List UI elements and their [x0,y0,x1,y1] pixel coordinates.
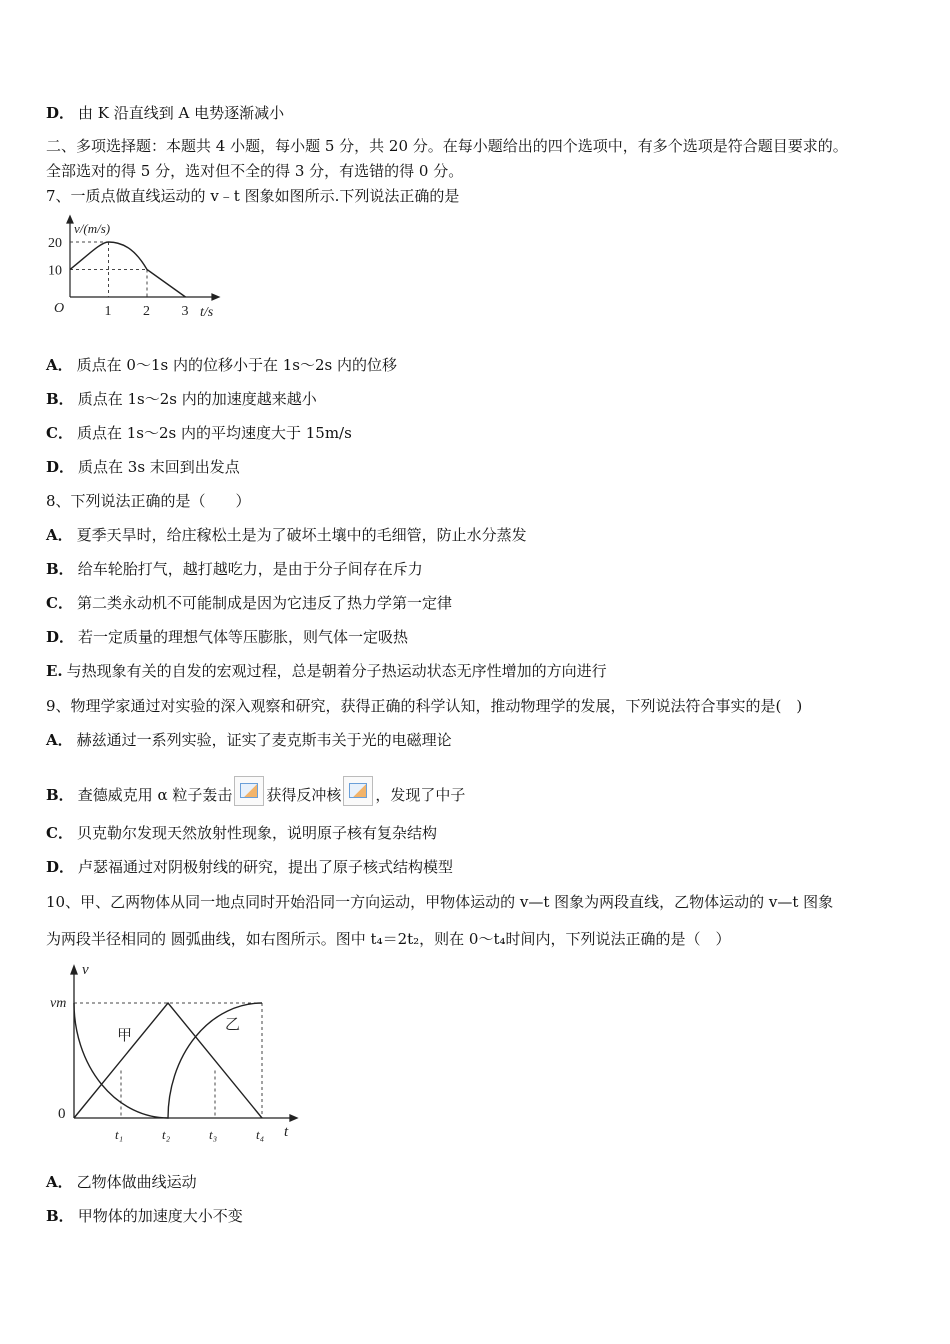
q6-option-d: D． 由 K 沿直线到 A 电势逐渐减小 [46,104,285,122]
q7-y-tick-label: 20 [48,236,62,251]
broken-image-icon [343,776,373,806]
section2-heading-line1: 二、多项选择题：本题共 4 小题，每小题 5 分，共 20 分。在每小题给出的四个选项中，有多个选项是符合题目要求的。 [46,137,848,155]
q8-option-a: A． 夏季天旱时，给庄稼松土是为了破坏土壤中的毛细管，防止水分蒸发 [46,526,527,544]
q10-y-axis-label: v [82,962,89,978]
section2-heading-line2: 全部选对的得 5 分，选对但不全的得 3 分，有选错的得 0 分。 [46,162,464,180]
q10-x-axis-label: t [284,1124,289,1140]
q8-option-c: C． 第二类永动机不可能制成是因为它违反了热力学第一定律 [46,594,452,612]
q10-vmax-label: vm [50,996,67,1011]
q7-origin-label: O [54,301,65,316]
q8-option-b: B． 给车轮胎打气，越打越吃力，是由于分子间存在斥力 [46,560,423,578]
q7-y-tick-label: 10 [48,263,62,279]
q7-velocity-curve [70,242,186,297]
q10-option-a: A． 乙物体做曲线运动 [46,1173,197,1191]
q10-x-tick-label: t₃ [209,1127,218,1142]
q9-stem: 9、物理学家通过对实验的深入观察和研究，获得正确的科学认知，推动物理学的发展，下列说法符合事实的是( ) [46,697,803,715]
q10-x-tick-label: t₂ [162,1127,171,1142]
q10-stem-line1: 10、甲、乙两物体从同一地点同时开始沿同一方向运动，甲物体运动的 v—t 图象为两段直线，乙物体运动的 v—t 图象 [46,893,834,911]
q10-series-label-yi: 乙 [225,1017,241,1033]
q7-option-b: B． 质点在 1s～2s 内的加速度越来越小 [46,390,317,408]
q9-option-b: B． 查德威克用 α 粒子轰击 获得反冲核 ，发现了中子 [46,776,465,806]
q10-origin-label: 0 [58,1106,66,1122]
q9-option-d: D． 卢瑟福通过对阴极射线的研究，提出了原子核式结构模型 [46,858,454,876]
q10-x-tick-label: t₄ [256,1127,265,1142]
q10-vt-chart [44,956,304,1151]
q7-y-axis-label: v/(m/s) [74,221,111,236]
q10-x-tick-label: t₁ [115,1127,124,1142]
q7-stem: 7、一质点做直线运动的 v﹣t 图象如图所示.下列说法正确的是 [46,187,460,205]
broken-image-icon [234,776,264,806]
q7-x-tick-label: 1 [104,304,112,319]
q9-option-c: C． 贝克勒尔发现天然放射性现象，说明原子核有复杂结构 [46,824,437,842]
q8-stem: 8、下列说法正确的是（ ） [46,492,251,510]
q8-option-d: D． 若一定质量的理想气体等压膨胀，则气体一定吸热 [46,628,409,646]
q7-vt-chart [44,214,229,324]
q7-x-tick-label: 3 [181,304,189,319]
q7-x-axis-label: t/s [200,305,214,320]
q10-stem-line2: 为两段半径相同的 圆弧曲线，如右图所示。图中 t₄＝2t₂，则在 0～t₄时间内，下列说法正确的是（ ） [46,930,731,948]
q9-option-a: A． 赫兹通过一系列实验，证实了麦克斯韦关于光的电磁理论 [46,731,452,749]
q7-option-c: C． 质点在 1s～2s 内的平均速度大于 15m/s [46,424,352,442]
q10-option-b: B． 甲物体的加速度大小不变 [46,1207,243,1225]
q10-series-label-jia: 甲 [117,1028,133,1044]
q7-option-a: A． 质点在 0～1s 内的位移小于在 1s～2s 内的位移 [46,356,397,374]
q8-option-e: E. 与热现象有关的自发的宏观过程，总是朝着分子热运动状态无序性增加的方向进行 [46,662,607,680]
q7-x-tick-label: 2 [143,304,150,319]
q7-option-d: D． 质点在 3s 末回到出发点 [46,458,240,476]
